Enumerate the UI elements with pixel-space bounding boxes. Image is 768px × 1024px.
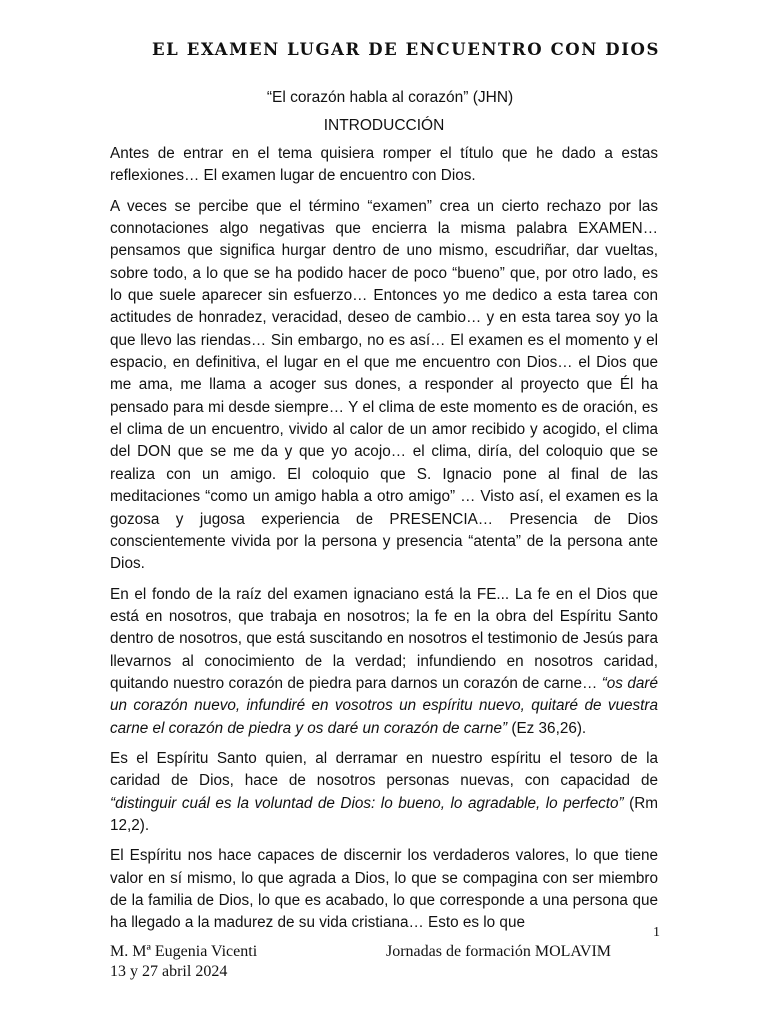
footer-author: M. Mª Eugenia Vicenti [110, 943, 258, 960]
document-subtitle: “El corazón habla al corazón” (JHN) [266, 89, 514, 106]
footer-dates: 13 y 27 abril 2024 [110, 963, 228, 980]
paragraph-2: A veces se percibe que el término “examen” crea un cierto rechazo por las connotaciones algo negativas que encierra la misma palabra EXAMEN… pensamos que significa hurgar dentro de uno mismo, escudriñar, dar vueltas, sobre todo, a lo que se ha podido hacer de poco “bueno” que, por otro lado, es lo que suele aparecer sin esfuerzo… Entonces yo me dedico a esta tarea con actitudes de honradez, veracidad, deseo de cambio… y en esta tarea soy yo la que llevo las riendas… Sin embargo, no es así… El examen es el momento y el espacio, en definitiva, el lugar en el que me encuentro con Dios… el Dios que me ama, me llama a acoger sus dones, a responder al proyecto que Él ha pensado para mi desde siempre… Y el clima de este momento es de oración, es el clima de un encuentro, vivido al calor de un amor recibido y acogido, el clima del DON que se me da y que yo acojo… el clima, diría, del coloquio que se realiza con un amigo. El coloquio que S. Ignacio pone al final de las meditaciones “como un amigo habla a otro amigo” … Visto así, el examen es la gozosa y jugosa experiencia de PRESENCIA… Presencia de Dios conscientemente vivida por la persona y presencia “atenta” de la persona ante Dios. [110, 197, 658, 573]
section-heading: INTRODUCCIÓN [323, 117, 445, 134]
footer-event: Jornadas de formación MOLAVIM [386, 943, 611, 960]
paragraph-4-quote: “distinguir cuál es la voluntad de Dios: lo bueno, lo agradable, lo perfecto” [110, 794, 624, 812]
document-body [110, 143, 658, 943]
paragraph-3-reference: (Ez 36,26). [507, 719, 587, 737]
footer-left [110, 942, 257, 982]
document-title: EL EXAMEN LUGAR DE ENCUENTRO CON DIOS [151, 40, 661, 59]
paragraph-4-text: Es el Espíritu Santo quien, al derramar en nuestro espíritu el tesoro de la caridad de Dios, hace de nosotros personas nuevas, con capacidad de [110, 749, 658, 790]
paragraph-3-text: En el fondo de la raíz del examen ignaciano está la FE... La fe en el Dios que está en nosotros, que trabaja en nosotros; la fe en la obra del Espíritu Santo dentro de nosotros, que está suscitando en nosotros el testimonio de Jesús para llevarnos al conocimiento de la verdad; infundiendo en nosotros caridad, quitando nuestro corazón de piedra para darnos un corazón de carne… [110, 585, 658, 692]
paragraph-5: El Espíritu nos hace capaces de discernir los verdaderos valores, lo que tiene valor en sí mismo, lo que agrada a Dios, lo que se compagina con ser miembro de la familia de Dios, lo que es acabado, lo que corresponde a una persona que ha llegado a la madurez de su vida cristiana… Esto es lo que [110, 847, 658, 932]
paragraph-3 [110, 584, 658, 740]
page-number: 1 [653, 925, 660, 940]
paragraph-3-quote: “os daré un corazón nuevo, infundiré en vosotros un espíritu nuevo, quitaré de vuestra carne el corazón de piedra y os daré un corazón de carne” [110, 674, 658, 737]
paragraph-4 [110, 748, 658, 837]
paragraph-4-reference: (Rm 12,2). [110, 794, 658, 834]
paragraph-1: Antes de entrar en el tema quisiera romper el título que he dado a estas reflexiones… El examen lugar de encuentro con Dios. [110, 145, 658, 185]
